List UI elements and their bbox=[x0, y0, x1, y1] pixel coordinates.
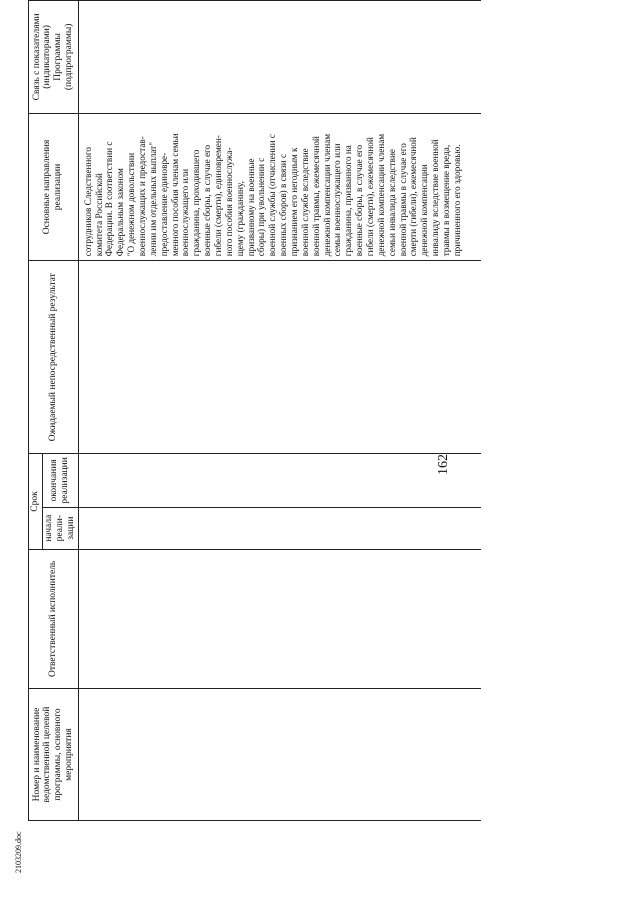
directions-line: признанием его негодным к bbox=[289, 147, 300, 257]
header-term: Срок bbox=[29, 454, 43, 550]
directions-line: предоставление единовре- bbox=[158, 152, 169, 257]
header-responsible: Ответственный исполнитель bbox=[29, 549, 79, 688]
directions-line: военные сборы, в случае его bbox=[354, 144, 365, 257]
directions-line: военные сборы, в случае его bbox=[202, 144, 213, 257]
directions-line: семьи инвалида вследствие bbox=[386, 149, 397, 257]
header-row bbox=[29, 1, 43, 821]
header-program-name: Номер и наименование ведомственной целевой программы, основного мероприятия bbox=[29, 689, 79, 821]
cell-end bbox=[78, 454, 481, 507]
directions-line: сотрудников Следственного bbox=[82, 147, 93, 257]
cell-start bbox=[78, 507, 481, 549]
header-start: начала реали-зации bbox=[42, 507, 78, 549]
directions-line: военной службы (отчислении с bbox=[267, 134, 278, 257]
directions-line: денежной компенсации bbox=[419, 164, 430, 257]
directions-line: ного пособия военнослужа- bbox=[223, 147, 234, 257]
directions-line: лении им отдельных выплат" bbox=[147, 142, 158, 257]
directions-line: военнослужащих и предостав- bbox=[136, 136, 147, 257]
directions-line: семьи военнослужащего или bbox=[332, 143, 343, 257]
directions-line: причиненного его здоровью. bbox=[451, 144, 462, 257]
directions-line: гибели (смерти), единовремен- bbox=[213, 135, 223, 257]
directions-line: щему (гражданину, bbox=[234, 181, 245, 257]
page-number: 162 bbox=[436, 454, 451, 475]
directions-line: травмы в возмещение вреда, bbox=[441, 144, 452, 257]
cell-indicators bbox=[78, 1, 481, 114]
directions-line: гражданина, призванного на bbox=[343, 145, 354, 257]
directions-line: инвалиду вследствие военной bbox=[430, 139, 441, 257]
footer-doc-code: 2103209.doc bbox=[14, 831, 23, 873]
directions-line: военнослужащего или bbox=[180, 169, 191, 257]
directions-line: гражданина, проходившего bbox=[191, 149, 202, 257]
directions-line: менного пособия членам семьи bbox=[169, 133, 180, 257]
header-indicators: Связь с показателями (индикаторами) Программы (подпрограммы) bbox=[29, 1, 79, 114]
cell-program-name bbox=[78, 689, 481, 821]
directions-line: военных сборов) в связи с bbox=[278, 153, 289, 257]
table-row bbox=[78, 1, 481, 821]
header-end: окончания реализации bbox=[42, 454, 78, 507]
directions-line: Федеральным законом bbox=[115, 168, 126, 257]
cell-directions bbox=[78, 113, 481, 261]
cell-expected-result bbox=[78, 261, 481, 454]
directions-line: смерти (гибели), ежемесячной bbox=[408, 137, 419, 257]
directions-line: Федерации. В соответствии с bbox=[104, 141, 115, 257]
cell-responsible bbox=[78, 549, 481, 688]
directions-line: военной травмы в случае его bbox=[397, 143, 408, 257]
program-table bbox=[28, 0, 481, 821]
directions-line: комитета Российской bbox=[93, 173, 104, 257]
directions-line: денежной компенсации членам bbox=[375, 133, 386, 257]
directions-line: военной службе вследствие bbox=[299, 148, 310, 257]
header-directions: Основные направления реализации bbox=[29, 113, 79, 261]
directions-line: денежной компенсации членам bbox=[321, 133, 332, 257]
directions-line: "О денежном довольствии bbox=[126, 153, 137, 257]
directions-line: сборы) при увольнении с bbox=[256, 157, 267, 257]
directions-line: военной травмы, ежемесячной bbox=[310, 136, 321, 257]
directions-line: призванному на военные bbox=[245, 158, 256, 257]
directions-line: гибели (смерти), ежемесячной bbox=[365, 137, 376, 257]
header-expected-result: Ожидаемый непосредственный результат bbox=[29, 261, 79, 454]
